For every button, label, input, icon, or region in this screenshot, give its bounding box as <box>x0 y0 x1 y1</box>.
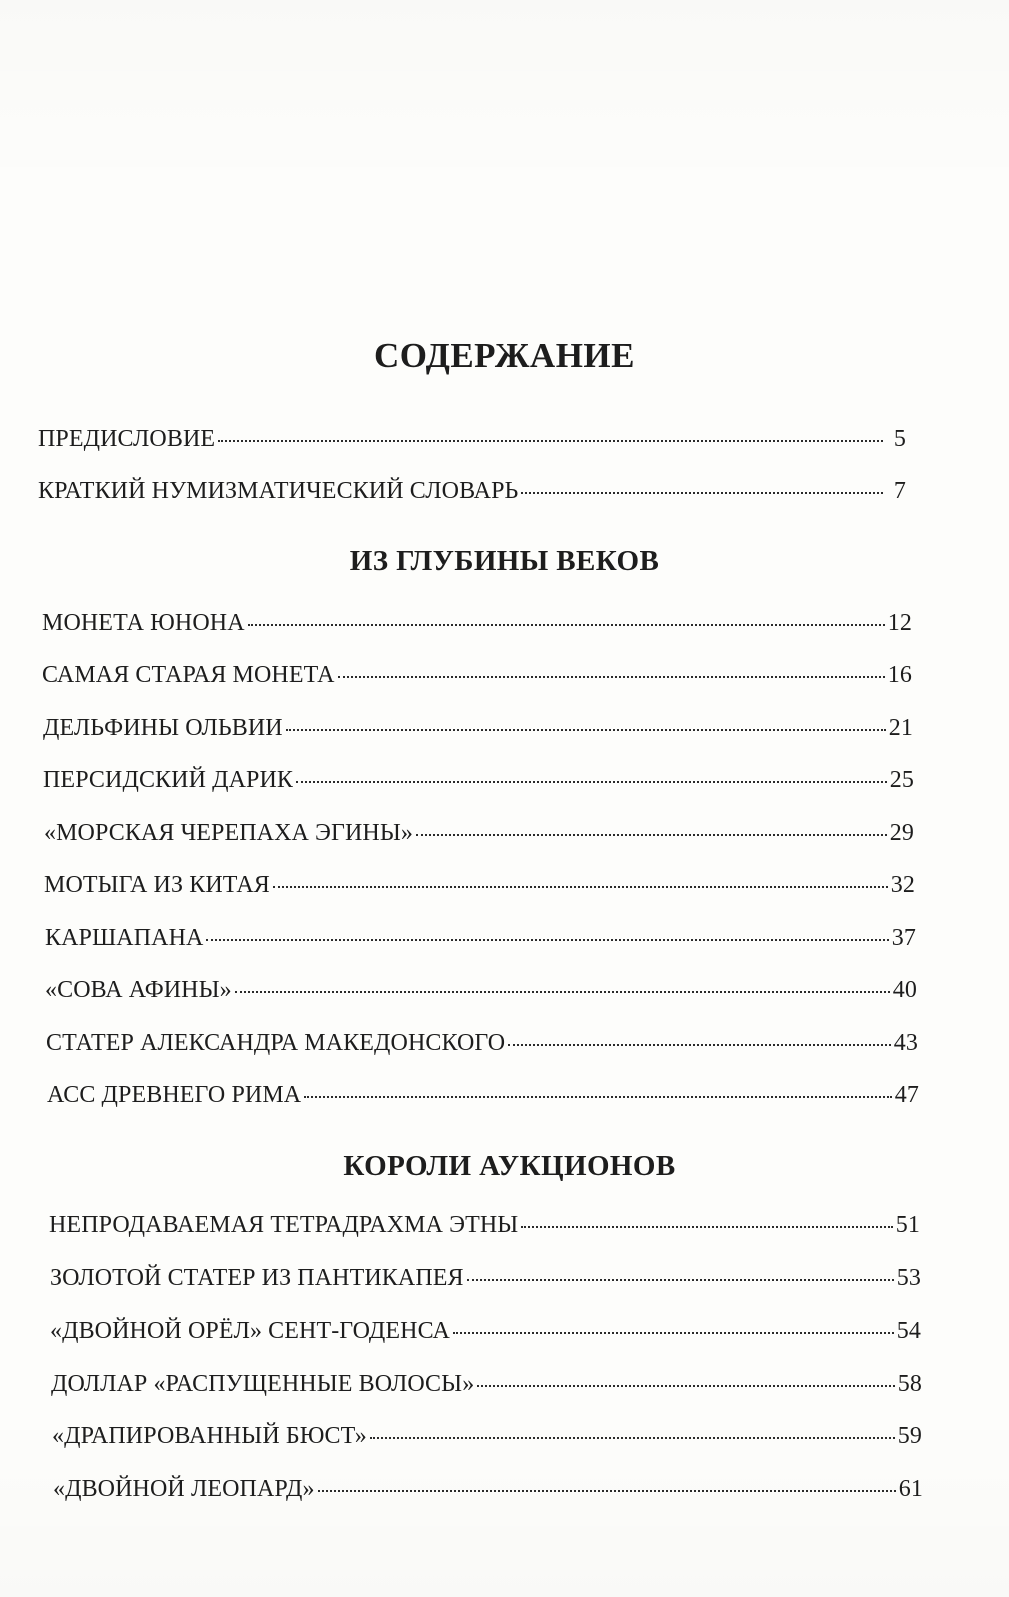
toc-entry-dictionary <box>38 479 906 503</box>
toc-page-number: 59 <box>897 1423 922 1449</box>
dot-leader <box>467 1279 894 1281</box>
toc-entry <box>44 821 914 845</box>
toc-entry-label: АСС ДРЕВНЕГО РИМА <box>47 1082 302 1108</box>
toc-page-number: 25 <box>889 767 914 793</box>
dot-leader <box>370 1437 895 1439</box>
toc-entry <box>49 1213 920 1237</box>
toc-entry-label: КАРШАПАНА <box>45 925 204 951</box>
toc-entry <box>52 1424 922 1448</box>
toc-entry-label: МОНЕТА ЮНОНА <box>42 610 245 636</box>
dot-leader <box>218 440 883 442</box>
dot-leader <box>286 729 886 731</box>
toc-entry-label: «СОВА АФИНЫ» <box>45 977 232 1003</box>
toc-page-number: 47 <box>894 1082 919 1108</box>
dot-leader <box>521 492 883 494</box>
dot-leader <box>453 1332 894 1334</box>
toc-page-number: 43 <box>893 1030 918 1056</box>
dot-leader <box>304 1096 892 1098</box>
dot-leader <box>206 939 888 941</box>
toc-entry-label: САМАЯ СТАРАЯ МОНЕТА <box>42 662 335 688</box>
page-title: СОДЕРЖАНИЕ <box>373 336 635 375</box>
toc-entry <box>53 1477 923 1501</box>
toc-entry <box>45 926 916 950</box>
toc-entry <box>44 873 915 897</box>
dot-leader <box>416 834 887 836</box>
toc-entry <box>50 1319 921 1343</box>
toc-entry-label: «МОРСКАЯ ЧЕРЕПАХА ЭГИНЫ» <box>44 820 413 846</box>
toc-page-number: 29 <box>889 820 914 846</box>
toc-page-number: 7 <box>893 478 906 504</box>
toc-entry-preface <box>38 427 906 451</box>
toc-entry <box>50 1266 921 1290</box>
toc-entry-label: ЗОЛОТОЙ СТАТЕР ИЗ ПАНТИКАПЕЯ <box>50 1265 464 1291</box>
toc-entry <box>46 1031 918 1055</box>
dot-leader <box>273 886 888 888</box>
toc-page-number: 21 <box>888 715 913 741</box>
dot-leader <box>235 991 890 993</box>
dot-leader <box>248 624 885 626</box>
toc-entry-label: ПРЕДИСЛОВИЕ <box>38 426 216 452</box>
toc-entry <box>45 978 917 1002</box>
toc-entry-label: «ДРАПИРОВАННЫЙ БЮСТ» <box>52 1423 367 1449</box>
toc-page-number: 53 <box>896 1265 921 1291</box>
toc-page-number: 40 <box>892 977 917 1003</box>
section-title: ИЗ ГЛУБИНЫ ВЕКОВ <box>349 545 660 577</box>
toc-entry-label: ДОЛЛАР «РАСПУЩЕННЫЕ ВОЛОСЫ» <box>51 1371 475 1397</box>
section-title: КОРОЛИ АУКЦИОНОВ <box>343 1150 676 1182</box>
dot-leader <box>477 1385 894 1387</box>
dot-leader <box>521 1226 892 1228</box>
toc-page-number: 54 <box>896 1318 921 1344</box>
toc-entry <box>43 716 913 740</box>
toc-entry-label: «ДВОЙНОЙ ЛЕОПАРД» <box>53 1476 315 1502</box>
toc-page-number: 16 <box>887 662 912 688</box>
toc-page-number: 32 <box>890 872 915 898</box>
toc-entry-label: НЕПРОДАВАЕМАЯ ТЕТРАДРАХМА ЭТНЫ <box>49 1212 519 1238</box>
toc-page-number: 61 <box>898 1476 923 1502</box>
toc-entry-label: ДЕЛЬФИНЫ ОЛЬВИИ <box>43 715 283 741</box>
toc-page-number: 12 <box>887 610 912 636</box>
dot-leader <box>296 781 887 783</box>
toc-page-number: 51 <box>895 1212 920 1238</box>
toc-entry-label: МОТЫГА ИЗ КИТАЯ <box>44 872 270 898</box>
dot-leader <box>338 676 885 678</box>
toc-entry <box>43 768 914 792</box>
toc-page-number: 5 <box>893 426 906 452</box>
toc-entry <box>47 1083 919 1107</box>
dot-leader <box>318 1490 896 1492</box>
toc-entry <box>42 611 912 635</box>
toc-page-number: 58 <box>897 1371 922 1397</box>
toc-page-number: 37 <box>891 925 916 951</box>
toc-entry <box>42 663 912 687</box>
toc-entry-label: КРАТКИЙ НУМИЗМАТИЧЕСКИЙ СЛОВАРЬ <box>38 478 519 504</box>
toc-entry-label: ПЕРСИДСКИЙ ДАРИК <box>43 767 294 793</box>
toc-entry-label: СТАТЕР АЛЕКСАНДРА МАКЕДОНСКОГО <box>46 1030 506 1056</box>
dot-leader <box>508 1044 891 1046</box>
toc-entry-label: «ДВОЙНОЙ ОРЁЛ» СЕНТ-ГОДЕНСА <box>50 1318 450 1344</box>
toc-entry <box>51 1372 922 1396</box>
